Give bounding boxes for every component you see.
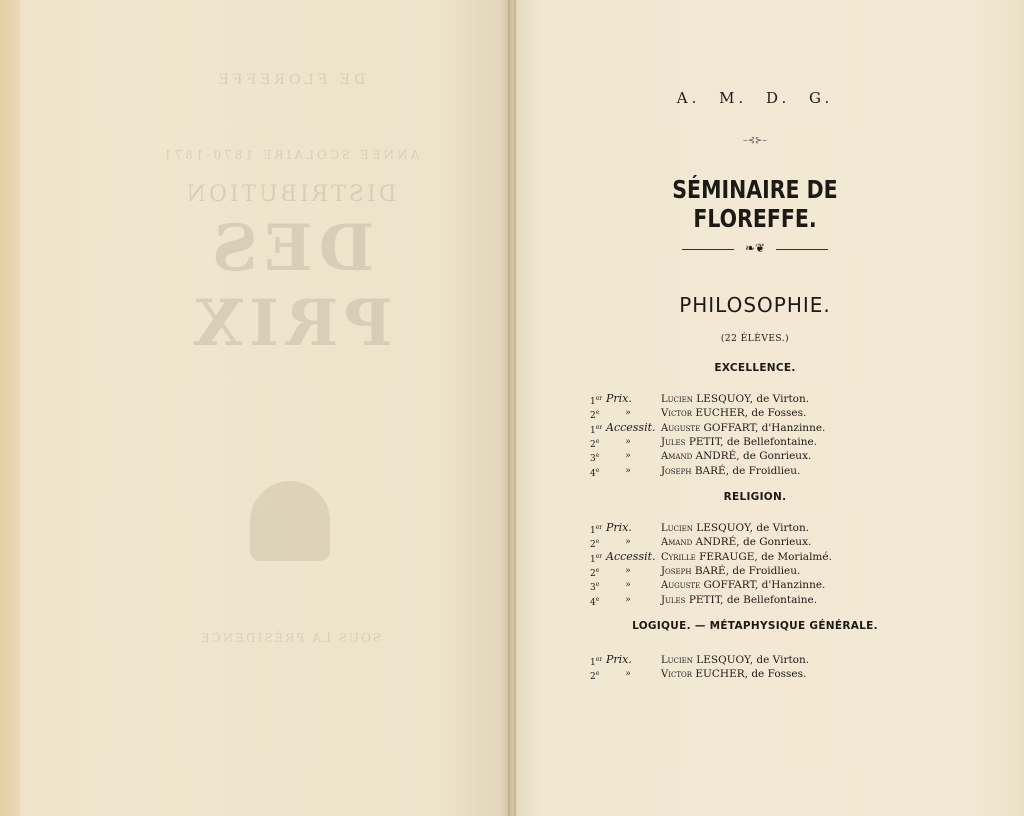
first-name: Lucien (661, 394, 693, 405)
page-edge (0, 0, 20, 816)
rank-suffix: e (595, 437, 600, 445)
prize-entry (590, 667, 920, 681)
rank-number (590, 464, 606, 481)
student-name (661, 406, 806, 421)
prize-type: Prix. (606, 392, 632, 405)
last-name: EUCHER (695, 407, 745, 420)
rank-digit: 2 (590, 439, 596, 450)
rank-suffix: e (595, 409, 600, 417)
rank-suffix: er (595, 552, 603, 560)
last-name: GOFFART (703, 421, 755, 434)
rank-suffix: er (595, 656, 603, 663)
hometown: , de Gonrieux. (736, 536, 812, 549)
prize-type: » (625, 436, 631, 447)
rank-suffix: e (595, 538, 600, 546)
bleed-line-1: DE FLOREFFE (214, 72, 366, 88)
prize-entry (590, 449, 920, 463)
student-name (661, 449, 811, 464)
first-name: Amand (661, 451, 693, 463)
hometown: , de Fosses. (744, 668, 807, 681)
prize-type: » (625, 408, 631, 419)
last-name: PETIT (688, 435, 721, 448)
first-name: Victor (661, 669, 693, 681)
student-count: (22 ÉLÈVES.) (720, 334, 790, 344)
rank-suffix: er (595, 423, 603, 431)
prize-type: » (625, 537, 631, 548)
hometown: , de Bellefontaine. (720, 435, 818, 448)
category-heading: RELIGION. (723, 491, 787, 503)
student-name (661, 464, 800, 479)
last-name: PETIT (688, 593, 721, 606)
last-name: BARÉ (694, 464, 726, 477)
prize-type: Prix. (606, 521, 632, 534)
last-name: EUCHER (695, 668, 745, 681)
prize-type: Accessit. (606, 549, 656, 563)
rank-number (590, 593, 606, 610)
first-name: Victor (661, 408, 693, 420)
last-name: LESQUOY (696, 654, 750, 666)
hometown: , de Bellefontaine. (720, 593, 818, 606)
hometown: , de Virton. (749, 522, 810, 534)
hometown: , de Virton. (749, 393, 810, 405)
first-name: Jules (661, 594, 686, 606)
student-name (661, 521, 809, 536)
rank-digit: 1 (590, 526, 596, 536)
hometown: , de Fosses. (744, 407, 807, 420)
rank-suffix: er (595, 524, 603, 531)
rank-digit: 2 (590, 568, 596, 579)
student-name (661, 653, 809, 668)
last-name: GOFFART (703, 579, 755, 592)
student-name (661, 435, 817, 450)
prize-type: » (625, 565, 631, 576)
crest-emblem (250, 481, 330, 561)
rank-digit: 3 (590, 583, 596, 594)
rank-suffix: e (595, 595, 600, 603)
first-name: Auguste (661, 422, 701, 434)
rank-digit: 2 (590, 672, 596, 683)
rank-suffix: er (595, 395, 603, 402)
prize-entry (590, 593, 920, 607)
motto: A. M. D. G. (676, 89, 834, 107)
rank-digit: 1 (590, 554, 596, 565)
bleed-line-2: ANNÉE SCOLAIRE 1870-1871 (160, 148, 420, 162)
prize-entry (590, 464, 920, 478)
rank-number (590, 667, 606, 684)
rank-suffix: e (595, 581, 600, 589)
first-name: Joseph (661, 565, 692, 577)
bleed-line-5: SOUS LA PRÉSIDENCE (198, 631, 382, 645)
rank-digit: 2 (590, 540, 596, 551)
student-name (661, 392, 809, 407)
prize-entry (590, 521, 920, 535)
prize-entry (590, 435, 920, 449)
student-name (661, 421, 825, 436)
rank-digit: 4 (590, 468, 596, 479)
prize-entry (590, 421, 920, 435)
hometown: , de Gonrieux. (736, 450, 812, 463)
student-name (661, 593, 817, 608)
rank-digit: 2 (590, 411, 596, 422)
hometown: , d'Hanzinne. (754, 421, 826, 434)
first-name: Lucien (661, 655, 693, 666)
student-name (661, 578, 825, 593)
book-gutter (508, 0, 516, 816)
rank-digit: 1 (590, 658, 596, 668)
rank-digit: 4 (590, 597, 596, 608)
right-page (512, 0, 1024, 816)
first-name: Jules (661, 436, 686, 448)
category-heading: EXCELLENCE. (714, 362, 796, 374)
hometown: , de Froidlieu. (725, 464, 801, 477)
prize-type: » (625, 669, 631, 680)
divider-line-left (682, 249, 734, 250)
student-name (661, 550, 832, 565)
divider-line-right (776, 249, 828, 250)
last-name: ANDRÉ (695, 450, 737, 463)
hometown: , de Virton. (749, 654, 810, 666)
prize-type: » (625, 594, 631, 605)
rank-suffix: e (595, 466, 600, 474)
hometown: , d'Hanzinne. (754, 579, 826, 592)
rank-digit: 1 (590, 397, 596, 407)
flourish-divider (682, 243, 828, 257)
rank-suffix: e (595, 670, 600, 678)
page-title: SÉMINAIRE DE FLOREFFE. (672, 175, 838, 233)
prize-entry (590, 406, 920, 420)
first-name: Joseph (661, 465, 692, 477)
first-name: Auguste (661, 580, 701, 592)
bleed-line-4: DES PRIX (187, 211, 393, 361)
prize-entry (590, 550, 920, 564)
prize-type: » (625, 465, 631, 476)
show-through-text (90, 60, 490, 720)
student-name (661, 535, 811, 550)
rank-suffix: e (595, 566, 600, 574)
category-heading: LOGIQUE. — MÉTAPHYSIQUE GÉNÉRALE. (632, 620, 878, 632)
small-ornament: –⊰⊱– (742, 136, 768, 146)
prize-entry (590, 392, 920, 406)
first-name: Cyrille (661, 551, 696, 563)
prize-entry (590, 535, 920, 549)
hometown: , de Froidlieu. (725, 564, 801, 577)
last-name: ANDRÉ (695, 536, 737, 549)
last-name: LESQUOY (696, 522, 750, 534)
bleed-line-3: DISTRIBUTION (183, 182, 397, 207)
last-name: FERAUGE (699, 550, 755, 563)
prize-type: » (625, 580, 631, 591)
last-name: BARÉ (694, 564, 726, 577)
first-name: Amand (661, 537, 693, 549)
prize-entry (590, 578, 920, 592)
student-name (661, 564, 800, 579)
first-name: Lucien (661, 523, 693, 534)
prize-entry (590, 564, 920, 578)
prize-entry (590, 653, 920, 667)
prize-type: Prix. (606, 653, 632, 666)
hometown: , de Morialmé. (754, 550, 832, 563)
last-name: LESQUOY (696, 393, 750, 405)
prize-type: Accessit. (606, 420, 656, 434)
rank-suffix: e (595, 452, 600, 460)
flourish-icon: ❧❦ (744, 241, 766, 255)
rank-digit: 1 (590, 425, 596, 436)
rank-digit: 3 (590, 454, 596, 465)
section-heading: PHILOSOPHIE. (679, 293, 831, 317)
prize-type: » (625, 451, 631, 462)
student-name (661, 667, 806, 682)
